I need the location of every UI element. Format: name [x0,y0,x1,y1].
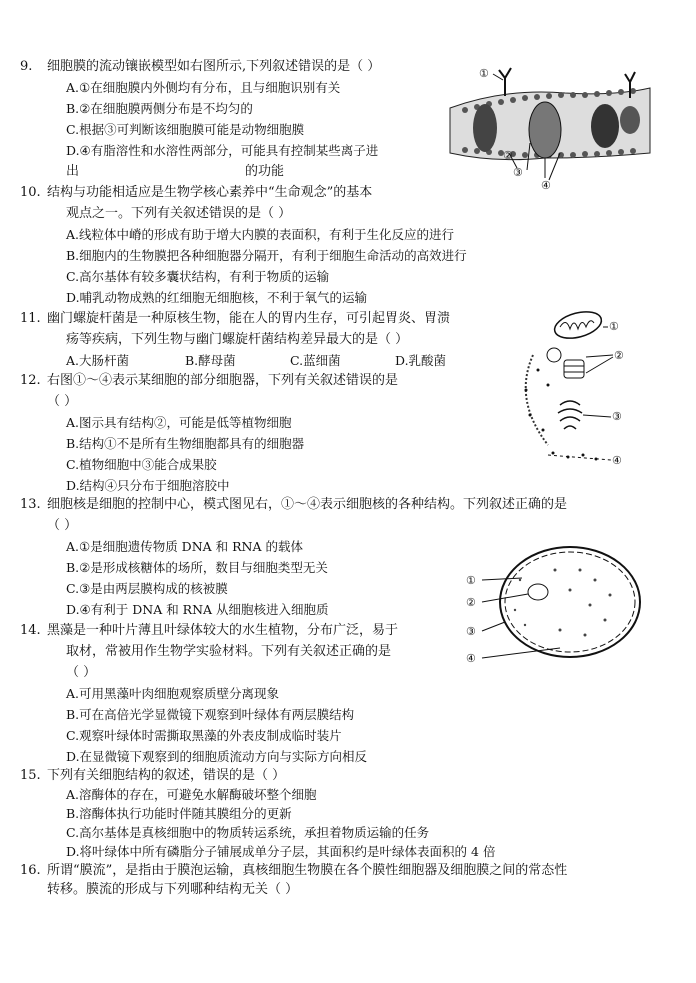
q9-option-b[interactable]: B.②在细胞膜两侧分布是不均匀的 [66,101,253,116]
nucleus-figure [460,540,650,670]
q9-option-a[interactable]: A.①在细胞膜内外侧均有分布，且与细胞识别有关 [66,80,341,95]
q10-number: 10. [20,185,41,200]
q14-option-c[interactable]: C.观察叶绿体时需撕取黑藻的外表皮制成临时装片 [66,728,342,743]
q16-number: 16. [20,863,41,878]
q10-option-c[interactable]: C.高尔基体有较多囊状结构，有利于物质的运输 [66,269,330,284]
q11-option-a[interactable]: A.大肠杆菌 [66,353,130,368]
fig13-label-2: ② [466,596,476,609]
q12-option-c[interactable]: C.植物细胞中③能合成果胶 [66,457,217,472]
q11-option-b[interactable]: B.酵母菌 [185,353,236,368]
q13-number: 13. [20,497,41,512]
q13-stem-line2: （ ） [47,518,78,533]
fig9-label-3: ③ [513,166,523,179]
q13-stem-line1: 细胞核是细胞的控制中心，模式图见右，①～④表示细胞核的各种结构。下列叙述正确的是 [47,497,568,512]
q14-stem-line1: 黑藻是一种叶片薄且叶绿体较大的水生植物，分布广泛，易于 [47,623,399,638]
q10-option-b[interactable]: B.细胞内的生物膜把各种细胞器分隔开，有利于细胞生命活动的高效进行 [66,248,467,263]
q13-option-a[interactable]: A.①是细胞遗传物质 DNA 和 RNA 的载体 [66,539,303,554]
q10-stem-line2: 观点之一。下列有关叙述错误的是（ ） [66,206,292,221]
q10-option-a[interactable]: A.线粒体中嵴的形成有助于增大内膜的表面积，有利于生化反应的进行 [66,227,455,242]
q9-number: 9. [20,59,33,74]
q12-option-a[interactable]: A.图示具有结构②，可能是低等植物细胞 [66,415,292,430]
q14-option-d[interactable]: D.在显微镜下观察到的细胞质流动方向与实际方向相反 [66,749,368,764]
q15-stem: 下列有关细胞结构的叙述，错误的是（ ） [47,768,286,783]
q15-option-d[interactable]: D.将叶绿体中所有磷脂分子铺展成单分子层，其面积约是叶绿体表面积的 4 倍 [66,844,496,859]
fig9-label-1: ① [479,67,489,80]
q11-number: 11. [20,311,41,326]
q11-option-c[interactable]: C.蓝细菌 [290,353,341,368]
membrane-figure [445,58,655,190]
q14-stem-line3: （ ） [66,665,97,680]
fig12-label-3: ③ [612,410,622,423]
fig13-label-4: ④ [466,652,476,665]
q15-option-c[interactable]: C.高尔基体是真核细胞中的物质转运系统，承担着物质运输的任务 [66,825,430,840]
q11-stem-line2: 疡等疾病，下列生物与幽门螺旋杆菌结构差异最大的是（ ） [66,332,409,347]
q13-option-c[interactable]: C.③是由两层膜构成的核被膜 [66,581,228,596]
q10-option-d[interactable]: D.哺乳动物成熟的红细胞无细胞核，不利于氧气的运输 [66,290,368,305]
fig12-label-2: ② [614,349,624,362]
q12-stem-line2: （ ） [47,394,78,409]
q16-stem-line1: 所谓“膜流”，是指由于膜泡运输，真核细胞生物膜在各个膜性细胞器及细胞膜之间的常态性 [47,863,568,878]
q12-number: 12. [20,373,41,388]
q9-stem: 细胞膜的流动镶嵌模型如右图所示,下列叙述错误的是（ ） [47,59,381,74]
q11-stem-line1: 幽门螺旋杆菌是一种原核生物，能在人的胃内生存，可引起胃炎、胃溃 [47,311,451,326]
q12-stem-line1: 右图①～④表示某细胞的部分细胞器，下列有关叙述错误的是 [47,373,399,388]
fig13-label-3: ③ [466,625,476,638]
q10-stem-line1: 结构与功能相适应是生物学核心素养中“生命观念”的基本 [47,185,373,200]
q15-option-b[interactable]: B.溶酶体执行功能时伴随其膜组分的更新 [66,806,292,821]
q13-option-d[interactable]: D.④有利于 DNA 和 RNA 从细胞核进入细胞质 [66,602,329,617]
q13-option-b[interactable]: B.②是形成核糖体的场所，数目与细胞类型无关 [66,560,328,575]
q15-number: 15. [20,768,41,783]
q14-stem-line2: 取材，常被用作生物学实验材料。下列有关叙述正确的是 [66,644,392,659]
q12-option-d[interactable]: D.结构④只分布于细胞溶胶中 [66,478,230,493]
q9-option-d-cont1: 出 [66,164,80,179]
q16-stem-line2: 转移。膜流的形成与下列哪种结构无关（ ） [47,882,299,897]
fig12-label-1: ① [609,320,619,333]
fig12-label-4: ④ [612,454,622,467]
fig9-label-4: ④ [541,179,551,192]
q14-number: 14. [20,623,41,638]
q9-option-c[interactable]: C.根据③可判断该细胞膜可能是动物细胞膜 [66,122,305,137]
fig13-label-1: ① [466,574,476,587]
fig9-label-2: ② [503,149,513,162]
q12-option-b[interactable]: B.结构①不是所有生物细胞都具有的细胞器 [66,436,305,451]
q15-option-a[interactable]: A.溶酶体的存在，可避免水解酶破坏整个细胞 [66,787,317,802]
q14-option-a[interactable]: A.可用黑藻叶肉细胞观察质壁分离现象 [66,686,280,701]
q11-option-d[interactable]: D.乳酸菌 [395,353,447,368]
q9-option-d-cont2: 的功能 [245,164,285,179]
organelles-figure [508,305,658,470]
q9-option-d[interactable]: D.④有脂溶性和水溶性两部分，可能具有控制某些离子进 [66,143,379,158]
q14-option-b[interactable]: B.可在高倍光学显微镜下观察到叶绿体有两层膜结构 [66,707,355,722]
